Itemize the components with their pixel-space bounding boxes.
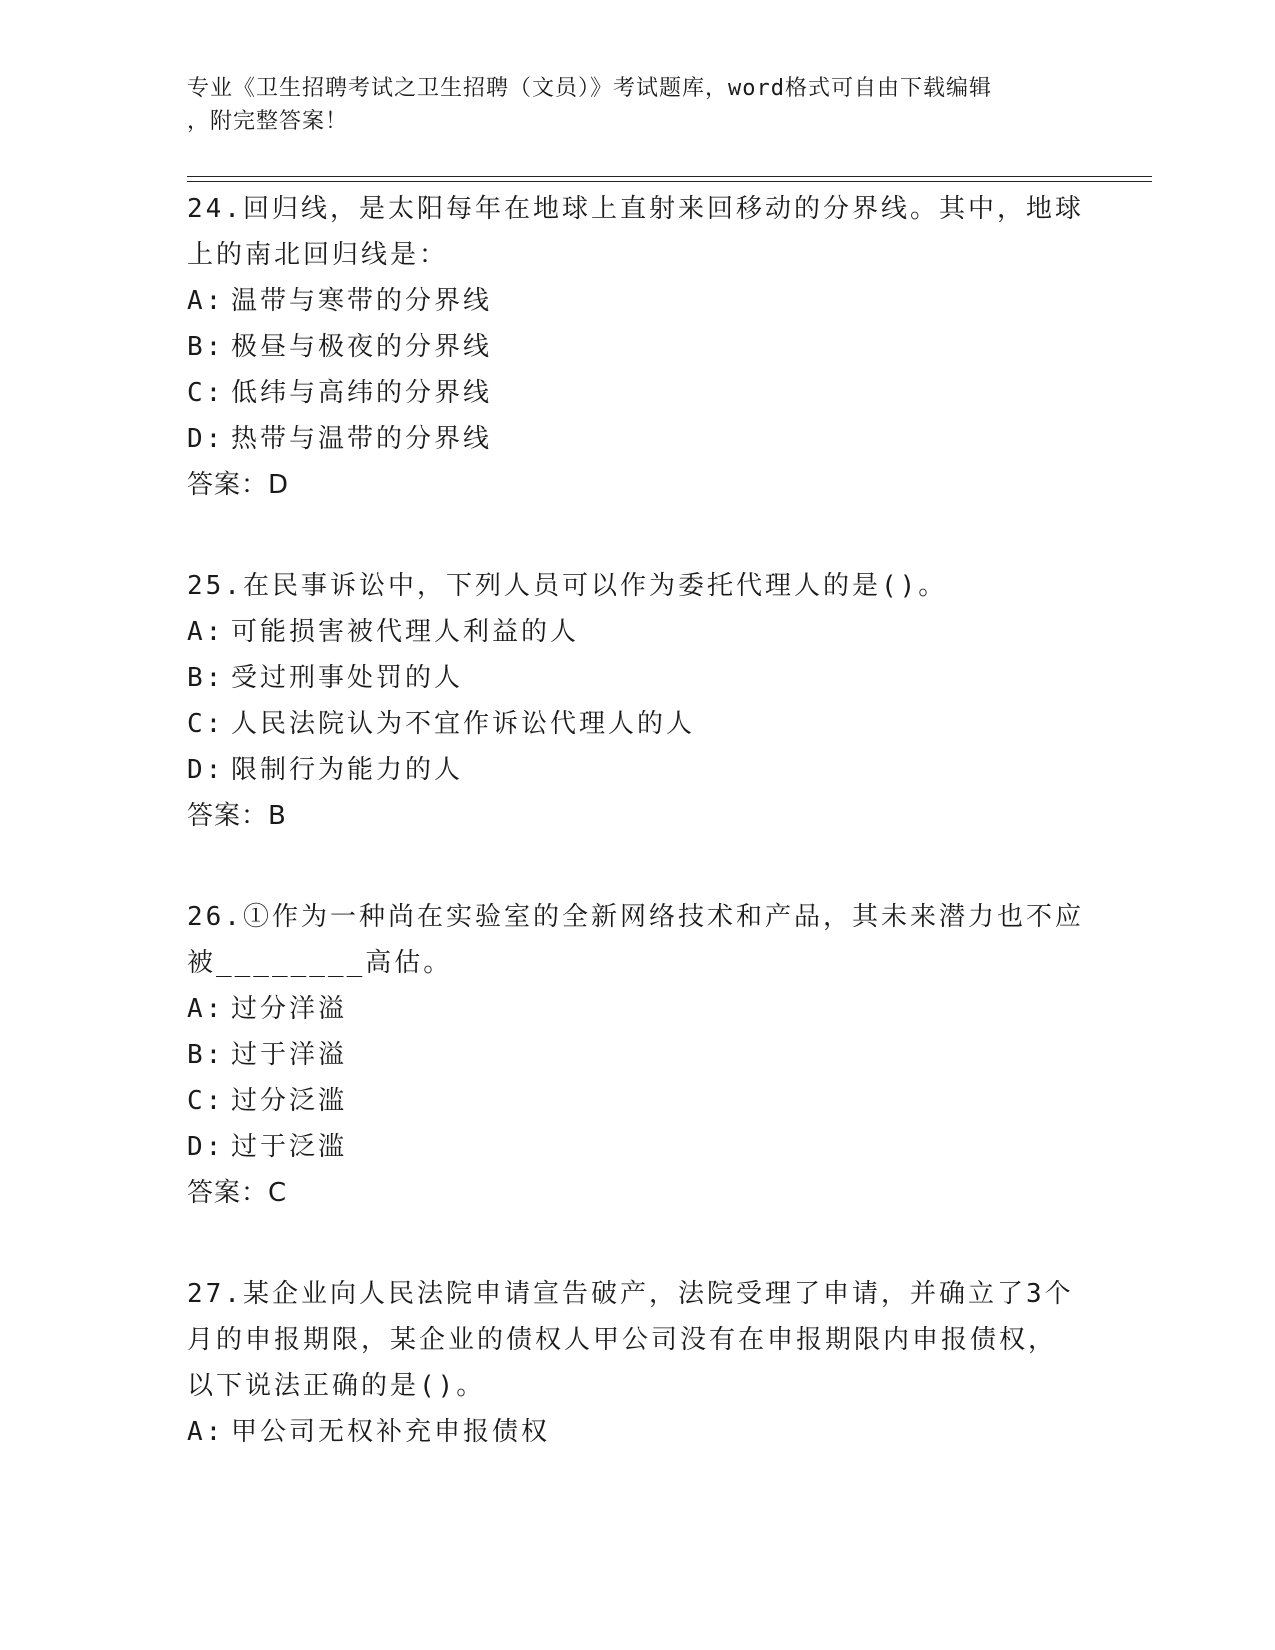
option-text: 受过刑事处罚的人 — [231, 663, 464, 693]
question-25 — [187, 563, 1107, 839]
question-stem-line: 24.回归线，是太阳每年在地球上直射来回移动的分界线。其中，地球 — [187, 194, 1084, 224]
option-letter: D: — [187, 755, 225, 785]
option-letter: A: — [187, 1417, 225, 1447]
option-b — [187, 324, 1107, 370]
question-list — [187, 186, 1107, 1510]
option-a — [187, 986, 1107, 1032]
question-stem-line: 月的申报期限，某企业的债权人甲公司没有在申报期限内申报债权， — [187, 1325, 1058, 1355]
option-a — [187, 609, 1107, 655]
answer-line: 答案：B — [187, 801, 287, 831]
question-stem-line: 27.某企业向人民法院申请宣告破产，法院受理了申请，并确立了3个 — [187, 1279, 1074, 1309]
option-text: 可能损害被代理人利益的人 — [231, 617, 580, 647]
option-c — [187, 701, 1107, 747]
option-text: 限制行为能力的人 — [231, 755, 464, 785]
option-b — [187, 655, 1107, 701]
option-letter: B: — [187, 663, 225, 693]
option-text: 人民法院认为不宜作诉讼代理人的人 — [231, 709, 696, 739]
question-stem-line: 以下说法正确的是()。 — [187, 1371, 486, 1401]
option-text: 过于泛滥 — [231, 1132, 348, 1162]
option-letter: D: — [187, 1132, 225, 1162]
document-header — [187, 72, 1087, 138]
option-letter: C: — [187, 709, 225, 739]
question-24 — [187, 186, 1107, 508]
option-text: 温带与寒带的分界线 — [231, 286, 493, 316]
question-stem-line: 25.在民事诉讼中，下列人员可以作为委托代理人的是()。 — [187, 571, 948, 601]
option-letter: C: — [187, 1086, 225, 1116]
option-text: 低纬与高纬的分界线 — [231, 378, 493, 408]
option-a — [187, 278, 1107, 324]
option-text: 热带与温带的分界线 — [231, 424, 493, 454]
question-stem-line: 被________高估。 — [187, 948, 453, 978]
option-letter: B: — [187, 332, 225, 362]
option-letter: D: — [187, 424, 225, 454]
option-c — [187, 370, 1107, 416]
option-c — [187, 1078, 1107, 1124]
question-26 — [187, 894, 1107, 1216]
header-line-2: ，附完整答案！ — [187, 109, 349, 134]
option-text: 过分泛滥 — [231, 1086, 348, 1116]
option-text: 过于洋溢 — [231, 1040, 348, 1070]
answer-line: 答案：C — [187, 1178, 288, 1208]
question-stem-line: 26.①作为一种尚在实验室的全新网络技术和产品，其未来潜力也不应 — [187, 902, 1084, 932]
answer-line: 答案：D — [187, 470, 290, 500]
option-letter: A: — [187, 286, 225, 316]
option-letter: A: — [187, 617, 225, 647]
option-letter: A: — [187, 994, 225, 1024]
option-a — [187, 1409, 1107, 1455]
header-double-rule — [187, 176, 1152, 182]
option-d — [187, 747, 1107, 793]
question-stem-line: 上的南北回归线是： — [187, 240, 449, 270]
option-d — [187, 416, 1107, 462]
option-b — [187, 1032, 1107, 1078]
option-text: 极昼与极夜的分界线 — [231, 332, 493, 362]
option-letter: C: — [187, 378, 225, 408]
question-27 — [187, 1271, 1107, 1455]
header-line-1: 专业《卫生招聘考试之卫生招聘（文员）》考试题库，word格式可自由下载编辑 — [187, 76, 992, 101]
option-text: 过分洋溢 — [231, 994, 348, 1024]
option-d — [187, 1124, 1107, 1170]
option-text: 甲公司无权补充申报债权 — [231, 1417, 551, 1447]
option-letter: B: — [187, 1040, 225, 1070]
